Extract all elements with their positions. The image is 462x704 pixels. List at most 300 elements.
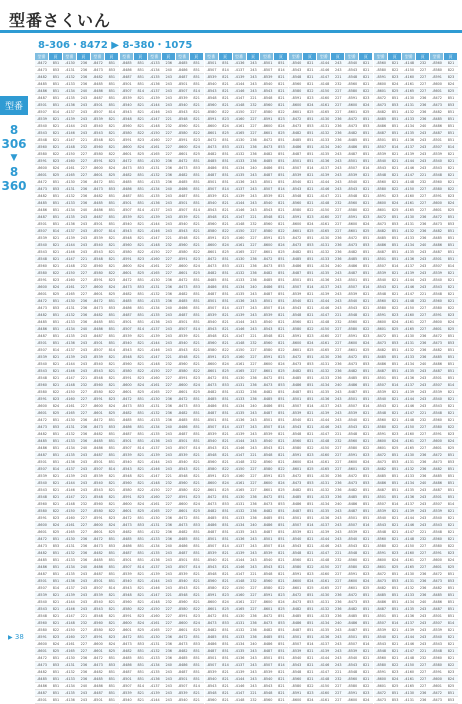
table-cell: -8473 [206,502,217,506]
table-cell: -4147 [319,670,330,674]
table-row [289,571,373,578]
table-cell: 227 [250,355,257,359]
table-row [35,543,119,550]
table-cell: -4147 [234,691,245,695]
table-row [374,522,458,529]
table-cell: -8580 [92,509,103,513]
table-cell: 851 [362,355,370,359]
table-cell: -8548 [206,334,217,338]
table-cell: 853 [391,698,399,702]
table-cell: -4134 [149,68,160,72]
table-cell: 227 [250,467,257,471]
table-cell: 853 [137,523,144,527]
table-cell: 851 [52,432,60,436]
table-cell: -4146 [234,684,245,688]
table-cell: -4150 [149,369,160,373]
table-cell: 851 [193,670,200,674]
table-row [35,242,119,249]
table-cell: -8600 [121,383,132,387]
table-row [289,564,373,571]
table-row [374,557,458,564]
table-cell: 824 [222,243,229,247]
table-cell: -8601 [92,292,103,296]
table-cell: -8473 [376,103,387,107]
table-cell: 236 [165,397,172,401]
table-cell: -4139 [319,292,330,296]
title-rule [0,30,462,33]
table-cell: 823 [52,516,60,520]
table-cell: 851 [278,628,285,632]
table-cell: -8540 [121,460,132,464]
table-cell: -8548 [291,194,302,198]
table-cell: 823 [278,355,285,359]
table-cell: 821 [391,509,399,513]
table-cell: -8473 [121,404,132,408]
table-cell: 851 [52,691,60,695]
table-cell: 851 [222,61,229,65]
table-row [120,242,204,249]
table-cell: 243 [250,544,257,548]
table-cell: -8543 [121,348,132,352]
table-cell: 824 [307,103,314,107]
table-cell: 825 [447,446,455,450]
table-cell: -4131 [319,243,330,247]
table-row [120,340,204,347]
table-cell: 851 [52,334,60,338]
table-cell: -4148 [404,656,415,660]
table-cell: -4136 [234,180,245,184]
table-cell: -8560 [347,201,358,205]
table-cell: -4130 [404,691,415,695]
table-cell: 227 [419,75,427,79]
table-cell: 853 [278,145,285,149]
table-cell: -4150 [234,586,245,590]
table-cell: 243 [250,61,257,65]
table-cell: 851 [362,509,370,513]
table-cell: -8591 [432,551,442,555]
table-cell: 821 [137,453,144,457]
table-cell: -8548 [37,138,47,142]
table-cell: 236 [335,355,342,359]
table-cell: -8482 [291,131,302,135]
table-cell: -4139 [234,75,245,79]
table-cell: 236 [250,278,257,282]
table-cell: -8601 [376,327,387,331]
table-cell: 236 [250,271,257,275]
table-cell: -4136 [319,635,330,639]
table-header-cell: 型番 [63,53,77,60]
table-cell: 227 [335,222,342,226]
table-cell: 851 [278,180,285,184]
table-cell: 821 [137,467,144,471]
table-cell: -8487 [92,572,103,576]
table-cell: -8473 [262,145,273,149]
table-cell: 853 [362,481,370,485]
table-cell: 851 [108,334,116,338]
table-cell: -8507 [177,446,188,450]
table-cell: 227 [80,173,88,177]
table-cell: -4160 [234,474,245,478]
table-row [289,249,373,256]
table-cell: 825 [278,488,285,492]
table-cell: 243 [419,278,427,282]
table-cell: -4165 [234,131,245,135]
table-cell: -4144 [319,418,330,422]
table-cell: 243 [335,152,342,156]
table-row [35,284,119,291]
table-cell: -4135 [149,313,160,317]
table-cell: 851 [108,677,116,681]
table-cell: 825 [108,173,116,177]
table-cell: -8601 [37,411,47,415]
table-cell: -8473 [37,306,47,310]
table-cell: -8507 [376,383,387,387]
table-cell: 851 [307,131,314,135]
table-cell: -8472 [376,215,387,219]
table-cell: 851 [391,593,399,597]
table-cell: -8560 [432,61,442,65]
table-cell: -8501 [291,635,302,639]
table-cell: -4133 [234,278,245,282]
table-cell: -8473 [291,600,302,604]
table-cell: -8600 [432,677,442,681]
table-cell: -8482 [432,586,442,590]
table-cell: -8600 [262,481,273,485]
table-row [289,74,373,81]
table-cell: -8473 [206,145,217,149]
table-cell: 814 [307,404,314,408]
table-cell: 824 [52,166,60,170]
table-cell: -8486 [347,621,358,625]
table-cell: -4137 [404,145,415,149]
table-cell: 851 [307,397,314,401]
table-cell: -4148 [149,362,160,366]
table-cell: 851 [137,635,144,639]
table-cell: 814 [362,166,370,170]
table-cell: 227 [335,586,342,590]
table-cell: -8601 [206,131,217,135]
table-cell: 853 [278,621,285,625]
table-cell: 243 [250,292,257,296]
table-cell: 227 [419,677,427,681]
table-cell: -4132 [64,432,75,436]
table-cell: -8486 [291,502,302,506]
table-cell: 243 [419,250,427,254]
table-cell: 824 [108,404,116,408]
table-cell: -8543 [121,467,132,471]
table-cell: 243 [250,299,257,303]
table-cell: 851 [52,677,60,681]
table-cell: 823 [362,96,370,100]
table-cell: -8560 [347,439,358,443]
table-row [35,270,119,277]
table-cell: 821 [52,117,60,121]
table-cell: -8560 [37,502,47,506]
table-cell: -8501 [177,82,188,86]
table-cell: 851 [391,488,399,492]
table-cell: -8539 [92,236,103,240]
table-cell: 851 [108,537,116,541]
table-cell: -8591 [92,159,103,163]
table-cell: 821 [52,355,60,359]
table-cell: -8543 [291,68,302,72]
table-cell: 853 [108,68,116,72]
table-row [289,158,373,165]
table-cell: 243 [80,460,88,464]
table-row [120,480,204,487]
table-cell: -4130 [319,474,330,478]
table-cell: -8501 [121,439,132,443]
table-cell: -4165 [149,628,160,632]
table-cell: 227 [335,110,342,114]
table-cell: 227 [250,243,257,247]
table-cell: -4137 [64,467,75,471]
table-cell: 236 [250,495,257,499]
table-cell: 822 [108,152,116,156]
table-cell: 236 [80,75,88,79]
table-row [35,214,119,221]
table-cell: 821 [137,362,144,366]
table-cell: -4147 [234,334,245,338]
table-cell: -4150 [149,131,160,135]
table-cell: -8601 [347,229,358,233]
table-cell: 227 [419,89,427,93]
table-cell: -4133 [234,516,245,520]
table-cell: 821 [307,439,314,443]
table-cell: -4130 [64,61,75,65]
table-cell: -4144 [404,159,415,163]
table-cell: -4150 [404,425,415,429]
table-cell: 243 [80,474,88,478]
table-cell: -4130 [149,159,160,163]
table-cell: 236 [80,551,88,555]
table-cell: -8548 [262,572,273,576]
table-cell: -8543 [347,306,358,310]
table-cell: -8580 [376,306,387,310]
table-row [205,466,289,473]
table-cell: -4130 [64,180,75,184]
table-cell: 824 [307,341,314,345]
table-cell: 232 [165,362,172,366]
table-cell: -8482 [376,467,387,471]
table-cell: -8507 [177,89,188,93]
table-cell: 851 [391,586,399,590]
table-cell: 236 [250,264,257,268]
table-cell: -8580 [262,586,273,590]
table-cell: 236 [419,334,427,338]
table-cell: 851 [193,82,200,86]
table-cell: 821 [447,509,455,513]
table-cell: -4147 [64,257,75,261]
table-row [289,354,373,361]
table-cell: -4160 [404,75,415,79]
table-cell: -8501 [92,698,103,702]
table-cell: 243 [335,537,342,541]
table-cell: -8548 [206,453,217,457]
table-cell: 227 [419,208,427,212]
table-cell: 821 [307,663,314,667]
table-row [35,326,119,333]
table-cell: 822 [108,271,116,275]
table-cell: -8487 [177,432,188,436]
table-cell: -8601 [347,348,358,352]
table-cell: 243 [419,516,427,520]
table-cell: -8591 [206,236,217,240]
table-cell: -8539 [92,593,103,597]
table-cell: 236 [80,313,88,317]
table-cell: 821 [193,215,200,219]
table-cell: 821 [278,89,285,93]
table-cell: 236 [80,558,88,562]
table-cell: 243 [80,236,88,240]
table-cell: -8507 [262,306,273,310]
table-cell: -8543 [432,285,442,289]
table-cell: -8560 [347,677,358,681]
table-row [120,137,204,144]
table-cell: 243 [250,649,257,653]
table-cell: 821 [108,124,116,128]
table-cell: 240 [419,362,427,366]
table-cell: 227 [419,558,427,562]
table-cell: 236 [250,635,257,639]
table-cell: 822 [52,509,60,513]
table-cell: 821 [108,138,116,142]
table-cell: -4144 [64,124,75,128]
table-row [205,620,289,627]
table-cell: -8580 [291,327,302,331]
page-triangle-icon: ▶ [8,634,13,641]
table-row [205,627,289,634]
table-cell: -8601 [432,446,442,450]
table-cell: 814 [278,187,285,191]
table-row [120,578,204,585]
table-cell: 824 [193,502,200,506]
table-row [205,508,289,515]
table-cell: -8482 [37,194,47,198]
table-cell: -4133 [149,180,160,184]
table-cell: 822 [52,152,60,156]
table-cell: -8543 [262,327,273,331]
table-cell: -8507 [262,425,273,429]
table-cell: 227 [80,516,88,520]
table-cell: -4148 [319,558,330,562]
table-cell: -4131 [404,341,415,345]
table-row [374,81,458,88]
table-cell: -8548 [262,691,273,695]
table-cell: -8540 [177,698,188,702]
table-cell: -8591 [347,691,358,695]
table-cell: 821 [137,222,144,226]
table-cell: 824 [278,124,285,128]
table-cell: -4137 [64,229,75,233]
table-row [205,606,289,613]
table-cell: -8486 [177,544,188,548]
table-row [120,550,204,557]
table-column-group [289,53,373,704]
table-cell: 851 [278,397,285,401]
table-cell: -4165 [319,586,330,590]
table-row [374,130,458,137]
table-cell: 851 [137,194,144,198]
table-cell: 825 [307,586,314,590]
table-cell: 851 [108,82,116,86]
table-row [205,256,289,263]
table-cell: 243 [250,320,257,324]
table-cell: -8482 [291,607,302,611]
table-cell: 821 [447,285,455,289]
table-row [289,480,373,487]
table-cell: 236 [250,159,257,163]
table-cell: -4148 [149,600,160,604]
table-row [35,564,119,571]
table-row [120,424,204,431]
table-cell: -8543 [291,306,302,310]
table-header-cell: 型番 [402,53,416,60]
table-cell: -4132 [319,607,330,611]
table-cell: 243 [419,285,427,289]
table-cell: -4136 [319,516,330,520]
table-cell: -8482 [177,649,188,653]
table-cell: 236 [419,586,427,590]
table-cell: 821 [222,691,229,695]
table-cell: 851 [193,299,200,303]
table-row [289,676,373,683]
table-row [120,445,204,452]
table-cell: 821 [447,523,455,527]
table-cell: -4161 [404,320,415,324]
table-cell: -4130 [149,278,160,282]
table-row [374,242,458,249]
table-row [120,606,204,613]
table-cell: 851 [391,96,399,100]
table-cell: -8560 [206,698,217,702]
table-row [120,368,204,375]
table-cell: -8472 [92,299,103,303]
table-cell: 243 [419,642,427,646]
table-cell: 821 [137,215,144,219]
table-row [205,249,289,256]
table-cell: 851 [391,362,399,366]
table-cell: -4144 [149,579,160,583]
table-cell: 821 [222,439,229,443]
table-cell: -8486 [376,600,387,604]
table-cell: -8473 [291,362,302,366]
table-cell: 851 [137,537,144,541]
table-cell: 236 [250,390,257,394]
table-row [35,305,119,312]
table-cell: -4139 [64,355,75,359]
table-cell: -4161 [64,642,75,646]
table-row [35,340,119,347]
table-cell: 823 [222,474,229,478]
table-cell: -8486 [347,502,358,506]
table-row [289,620,373,627]
table-cell: 825 [391,327,399,331]
table-cell: -8472 [347,355,358,359]
table-cell: 851 [108,327,116,331]
table-cell: 814 [193,327,200,331]
table-cell: -8472 [92,656,103,660]
table-row [35,648,119,655]
table-cell: 236 [165,278,172,282]
table-cell: -8548 [376,411,387,415]
table-row [289,88,373,95]
table-cell: 822 [222,229,229,233]
table-cell: 821 [52,236,60,240]
table-row [205,221,289,228]
table-cell: 236 [335,495,342,499]
table-row [289,438,373,445]
